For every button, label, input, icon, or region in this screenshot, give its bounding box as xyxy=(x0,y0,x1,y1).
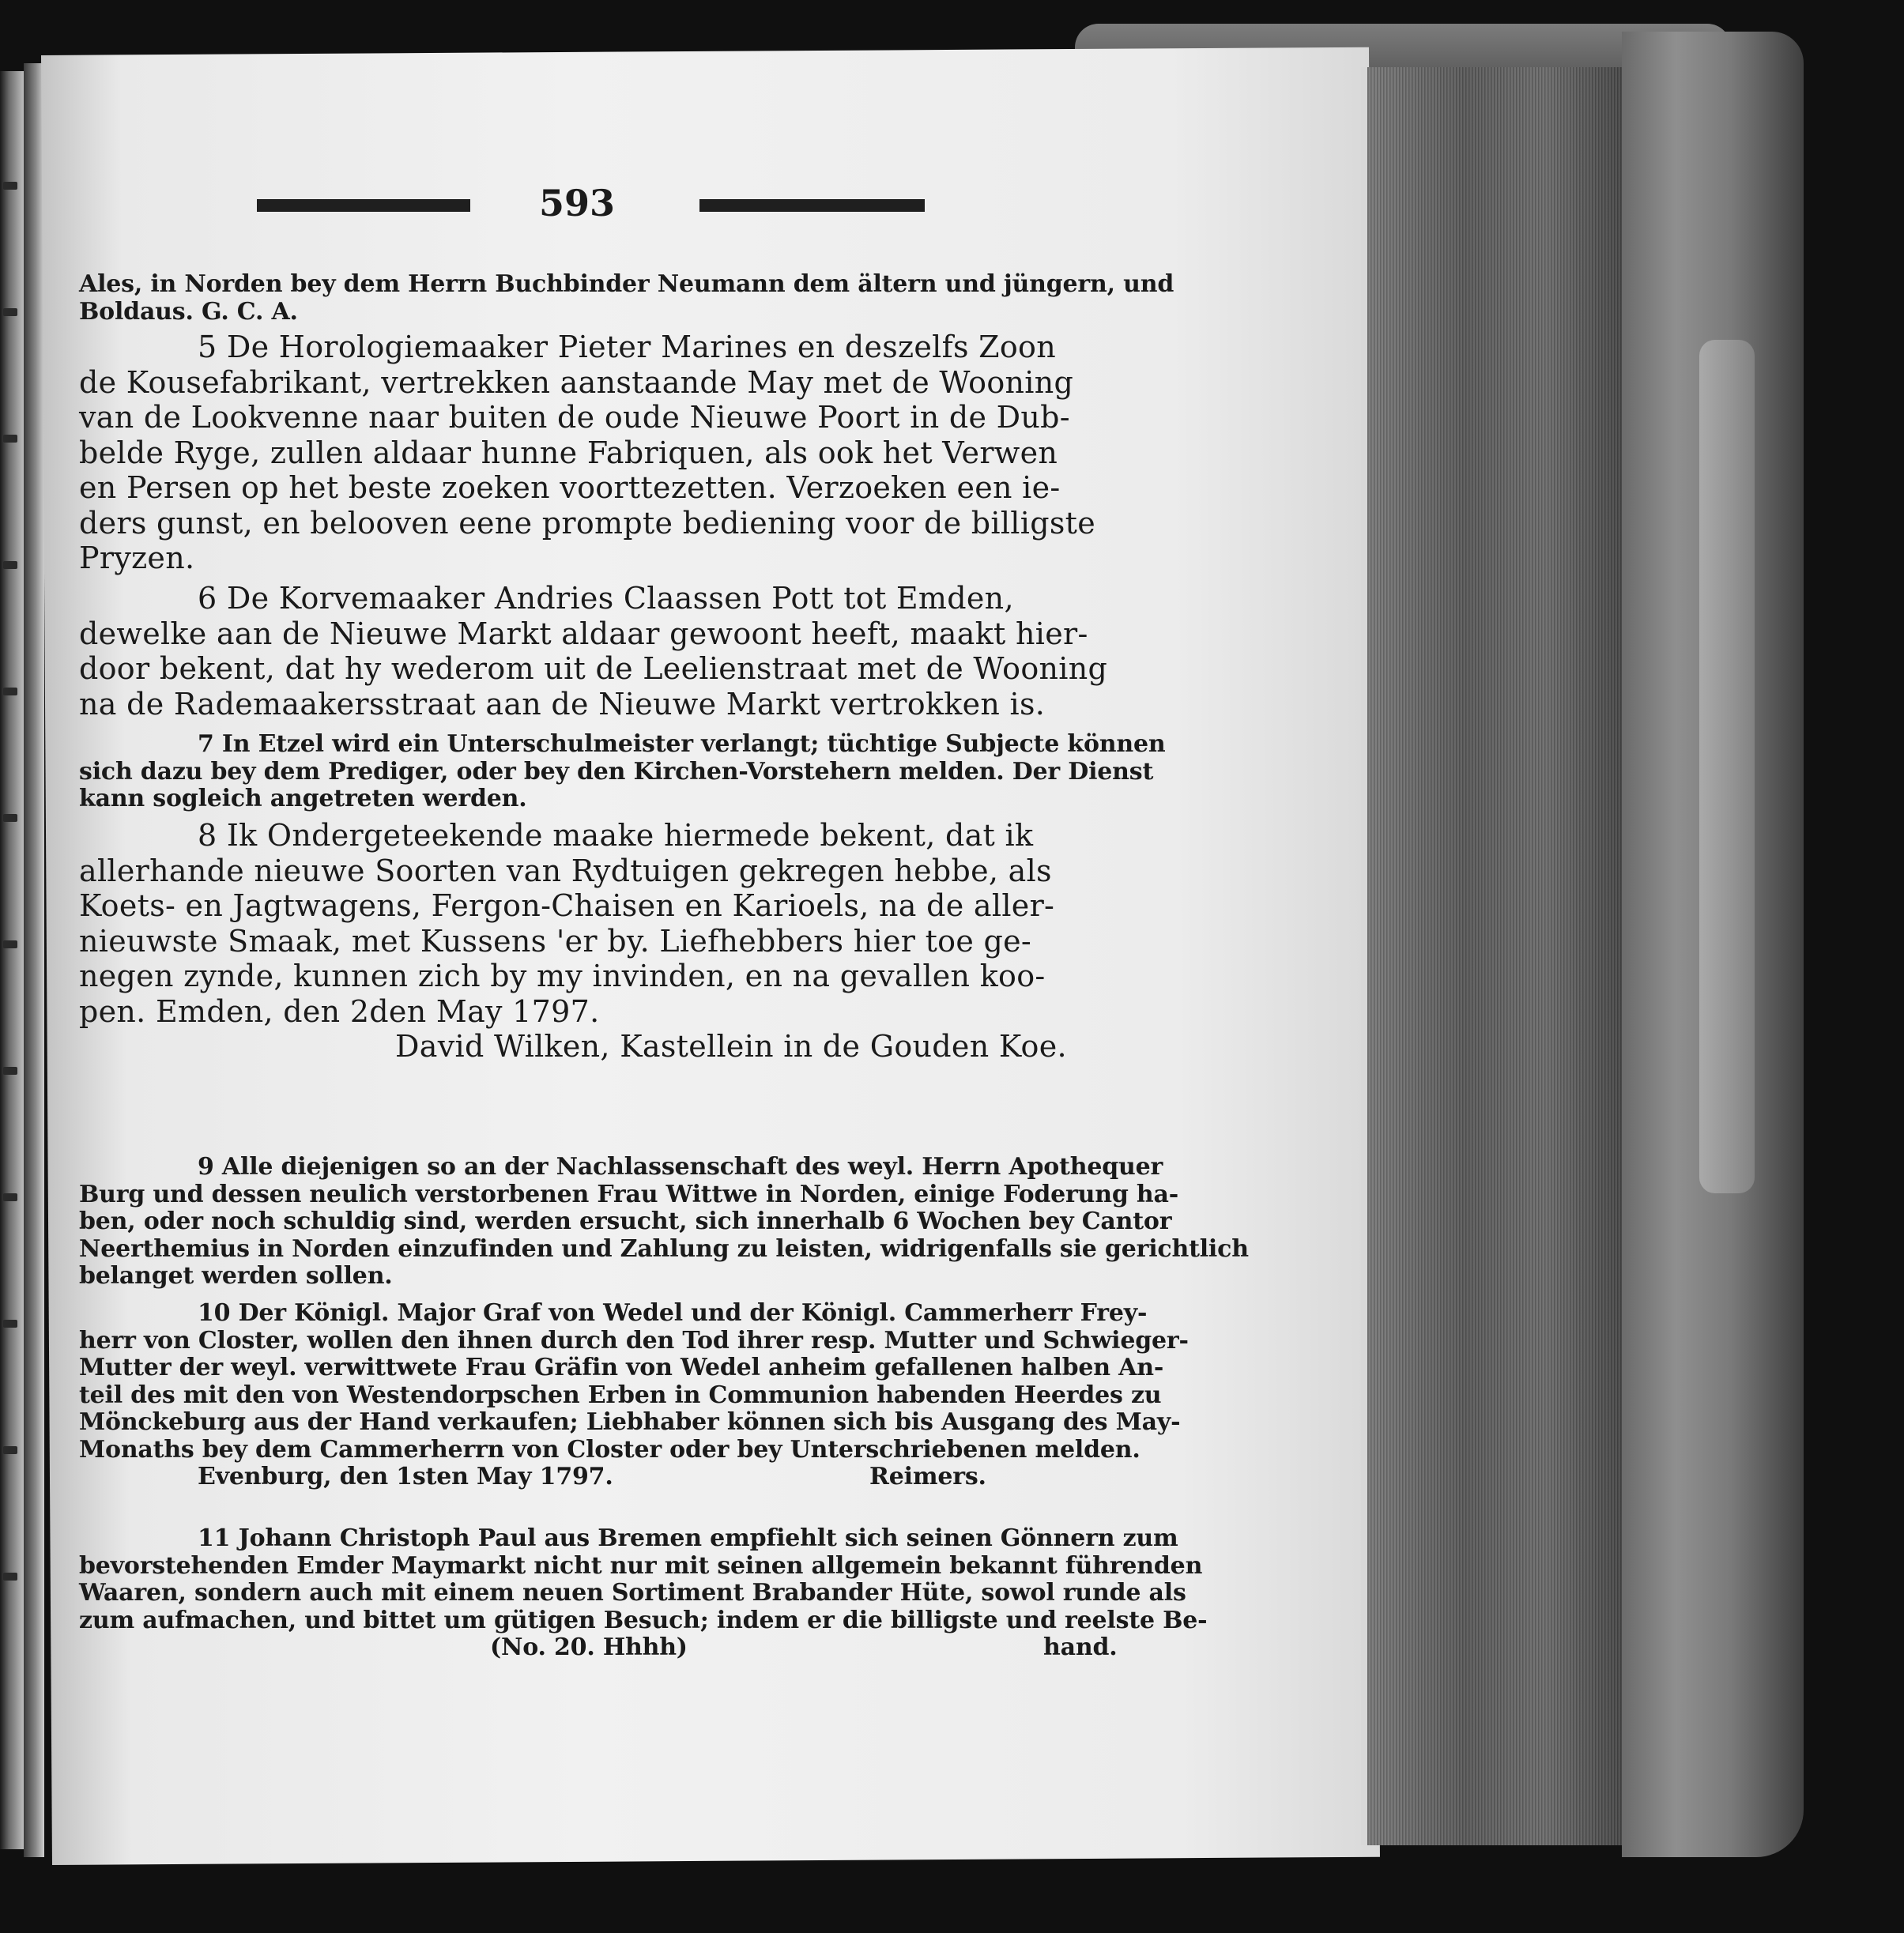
text-line: Neerthemius in Norden einzufinden und Zahlung zu leisten, widrigenfalls sie gerichtlich xyxy=(79,1234,1249,1263)
page-footer xyxy=(79,1634,1186,1662)
previous-page-edge xyxy=(0,71,24,1849)
text-line: 9 Alle diejenigen so an der Nachlassenschaft des weyl. Herrn Apothequer xyxy=(198,1153,1163,1181)
text-line: ders gunst, en belooven eene prompte bediening voor de billigste xyxy=(79,505,1095,541)
text-line: 11 Johann Christoph Paul aus Bremen empfiehlt sich seinen Gönnern zum xyxy=(198,1524,1178,1552)
text-line: Mutter der weyl. verwittwete Frau Gräfin von Wedel anheim gefallenen halben An- xyxy=(79,1354,1164,1381)
text-line: en Persen op het beste zoeken voorttezetten. Verzoeken een ie- xyxy=(79,470,1061,505)
text-line: ben, oder noch schuldig sind, werden ersucht, sich innerhalb 6 Wochen bey Cantor xyxy=(79,1208,1172,1235)
ad-5 xyxy=(79,330,1186,576)
ad-8 xyxy=(79,818,1186,1064)
text-line: sich dazu bey dem Prediger, oder bey den Kirchen-Vorstehern melden. Der Dienst xyxy=(79,757,1154,786)
text-line: nieuwste Smaak, met Kussens 'er by. Liefhebbers hier toe ge- xyxy=(79,923,1032,959)
ad-8-signature: David Wilken, Kastellein in de Gouden Koe. xyxy=(395,1029,1067,1064)
text-line: van de Lookvenne naar buiten de oude Nieuwe Poort in de Dub- xyxy=(79,400,1070,435)
text-line: door bekent, dat hy wederom uit de Leelienstraat met de Wooning xyxy=(79,651,1108,686)
text-line: Monaths bey dem Cammerherrn von Closter oder bey Unterschriebenen melden. xyxy=(79,1435,1141,1464)
header-rule-left xyxy=(257,199,470,212)
text-line: Boldaus. G. C. A. xyxy=(79,297,298,326)
ad-9 xyxy=(79,1153,1249,1291)
catchword-signature: (No. 20. Hhhh) xyxy=(490,1633,688,1661)
text-line: negen zynde, kunnen zich by my invinden, en na gevallen koo- xyxy=(79,959,1046,993)
text-line: 8 Ik Ondergeteekende maake hiermede bekent, dat ik xyxy=(198,818,1034,853)
ad-10-signature xyxy=(79,1464,1186,1491)
text-line: 6 De Korvemaaker Andries Claassen Pott tot Emden, xyxy=(198,581,1014,616)
text-line: Ales, in Norden bey dem Herrn Buchbinder Neumann dem ältern und jüngern, und xyxy=(79,270,1174,298)
ad-10 xyxy=(79,1299,1189,1491)
text-line: zum aufmachen, und bittet um gütigen Besuch; indem er die billigste und reelste Be- xyxy=(79,1606,1208,1634)
ad-10-place-date: Evenburg, den 1sten May 1797. xyxy=(198,1463,613,1490)
text-line: Waaren, sondern auch mit einem neuen Sortiment Brabander Hüte, sowol runde als xyxy=(79,1579,1186,1607)
text-line: Pryzen. xyxy=(79,541,195,575)
text-line: Koets- en Jagtwagens, Fergon-Chaisen en Karioels, na de aller- xyxy=(79,888,1055,923)
text-line: dewelke aan de Nieuwe Markt aldaar gewoont heeft, maakt hier- xyxy=(79,616,1088,651)
text-line: Mönckeburg aus der Hand verkaufen; Liebhaber können sich bis Ausgang des May- xyxy=(79,1408,1181,1436)
text-line: kann sogleich angetreten werden. xyxy=(79,785,527,812)
page-block-edge xyxy=(1361,67,1622,1845)
ad-10-name: Reimers. xyxy=(869,1463,986,1490)
catchword: hand. xyxy=(1043,1633,1118,1661)
text-line: belde Ryge, zullen aldaar hunne Fabriquen, als ook het Verwen xyxy=(79,435,1058,470)
text-line: herr von Closter, wollen den ihnen durch den Tod ihrer resp. Mutter und Schwieger- xyxy=(79,1326,1189,1355)
page-number: 593 xyxy=(538,182,616,224)
text-line: Burg und dessen neulich verstorbenen Frau Wittwe in Norden, einige Foderung ha- xyxy=(79,1180,1178,1208)
text-line: de Kousefabrikant, vertrekken aanstaande May met de Wooning xyxy=(79,364,1074,400)
cover-worn-area xyxy=(1699,340,1755,1193)
ad-11 xyxy=(79,1524,1208,1662)
ad-6 xyxy=(79,581,1186,722)
ad-4-tail xyxy=(79,271,1186,326)
text-line: allerhande nieuwe Soorten van Rydtuigen gekregen hebbe, als xyxy=(79,853,1052,888)
header-rule-right xyxy=(699,199,925,212)
text-line: 5 De Horologiemaaker Pieter Marines en deszelfs Zoon xyxy=(198,330,1056,364)
ad-7 xyxy=(79,731,1186,813)
text-line: 10 Der Königl. Major Graf von Wedel und der Königl. Cammerherr Frey- xyxy=(198,1299,1148,1327)
text-line: belanget werden sollen. xyxy=(79,1262,393,1290)
text-line: bevorstehenden Emder Maymarkt nicht nur mit seinen allgemein bekannt führenden xyxy=(79,1551,1203,1580)
text-line: pen. Emden, den 2den May 1797. xyxy=(79,993,600,1029)
text-line: teil des mit den von Westendorpschen Erben in Communion habenden Heerdes zu xyxy=(79,1381,1162,1409)
book-gutter xyxy=(24,63,44,1857)
text-line: 7 In Etzel wird ein Unterschulmeister verlangt; tüchtige Subjecte können xyxy=(198,730,1166,758)
text-line: na de Rademaakersstraat aan de Nieuwe Markt vertrokken is. xyxy=(79,686,1046,722)
page-header xyxy=(257,182,929,229)
